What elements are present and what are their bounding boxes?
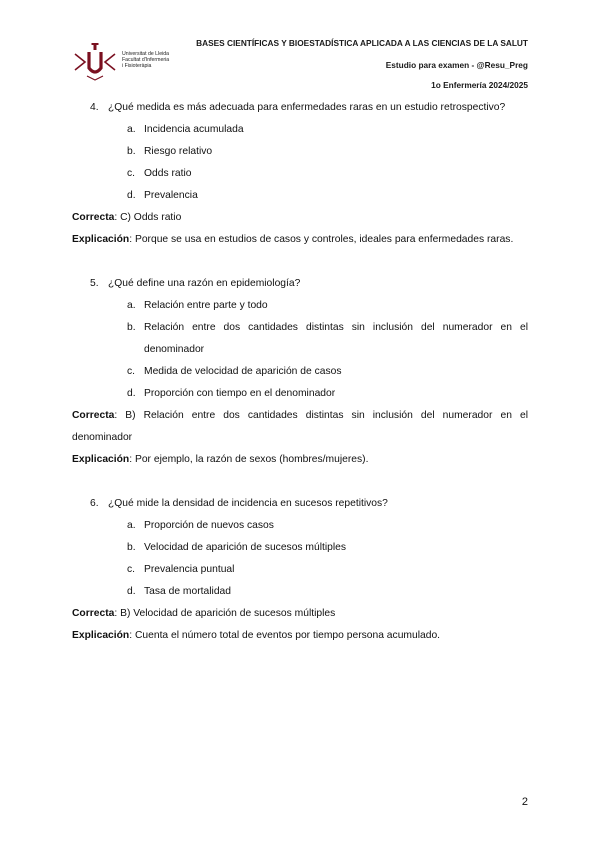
university-crest-icon [72, 42, 118, 82]
option [72, 119, 528, 141]
explanation-text: : Por ejemplo, la razón de sexos (hombres/mujeres). [129, 454, 369, 465]
options-list [72, 515, 528, 603]
option [72, 515, 528, 537]
option-letter: b. [127, 542, 136, 553]
question [72, 273, 528, 295]
correct-answer [72, 603, 528, 625]
logo-text-line-3: i Fisioteràpia [122, 63, 152, 69]
question [72, 97, 528, 119]
question-block [72, 493, 528, 647]
option [72, 361, 528, 383]
explanation [72, 449, 528, 471]
correct-text: : B) Relación entre dos cantidades distintas sin inclusión del numerador en el denominador [72, 410, 528, 443]
explanation-text: : Cuenta el número total de eventos por tiempo persona acumulado. [129, 630, 441, 641]
question-block [72, 273, 528, 471]
explanation-label: Explicación [72, 630, 130, 641]
question-text: ¿Qué define una razón en epidemiología? [108, 278, 301, 289]
option-text: Riesgo relativo [144, 146, 213, 157]
correct-label: Correcta [72, 410, 115, 421]
option-text: Incidencia acumulada [144, 124, 244, 135]
option [72, 317, 528, 361]
option [72, 581, 528, 603]
option-letter: d. [127, 586, 136, 597]
option-text: Relación entre parte y todo [144, 300, 268, 311]
explanation [72, 625, 528, 647]
option-letter: c. [127, 564, 136, 575]
correct-label: Correcta [72, 212, 115, 223]
option [72, 559, 528, 581]
option-letter: a. [127, 520, 136, 531]
option-letter: b. [127, 322, 136, 333]
correct-text: : B) Velocidad de aparición de sucesos múltiples [114, 608, 336, 619]
option-text: Prevalencia puntual [144, 564, 235, 575]
header-course-title: BASES CIENTÍFICAS Y BIOESTADÍSTICA APLICADA A LAS CIENCIAS DE LA SALUT [196, 38, 528, 48]
option-letter: d. [127, 190, 136, 201]
correct-text: : C) Odds ratio [114, 212, 182, 223]
option [72, 383, 528, 405]
logo-text-line-1: Universitat de Lleida [122, 51, 170, 57]
option-letter: d. [127, 388, 136, 399]
option-letter: a. [127, 300, 136, 311]
option-text: Velocidad de aparición de sucesos múltiples [144, 542, 347, 553]
correct-answer [72, 405, 528, 449]
university-logo [72, 42, 182, 82]
option-text: Proporción con tiempo en el denominador [144, 388, 336, 399]
document-body [72, 97, 528, 647]
correct-label: Correcta [72, 608, 115, 619]
option [72, 185, 528, 207]
option-text: Odds ratio [144, 168, 192, 179]
option-letter: a. [127, 124, 136, 135]
logo-text [122, 51, 182, 69]
option-text: Prevalencia [144, 190, 198, 201]
options-list [72, 295, 528, 405]
option-text: Relación entre dos cantidades distintas sin inclusión del numerador en el denominador [144, 322, 528, 355]
question-text: ¿Qué medida es más adecuada para enfermedades raras en un estudio retrospectivo? [108, 102, 506, 113]
header-subtitle: Estudio para examen - @Resu_Preg [385, 60, 528, 70]
option-letter: b. [127, 146, 136, 157]
question-number: 6. [90, 498, 99, 509]
logo-text-line-2: Facultat d'Infermeria [122, 57, 170, 63]
options-list [72, 119, 528, 207]
option [72, 295, 528, 317]
option [72, 537, 528, 559]
question-number: 5. [90, 278, 99, 289]
option-letter: c. [127, 366, 136, 377]
option-text: Proporción de nuevos casos [144, 520, 274, 531]
question [72, 493, 528, 515]
explanation [72, 229, 528, 251]
spacer [72, 251, 528, 273]
page-number: 2 [521, 796, 528, 808]
spacer [72, 471, 528, 493]
option [72, 163, 528, 185]
option-text: Tasa de mortalidad [144, 586, 232, 597]
explanation-label: Explicación [72, 454, 130, 465]
option-text: Medida de velocidad de aparición de casos [144, 366, 342, 377]
question-block [72, 97, 528, 251]
explanation-label: Explicación [72, 234, 130, 245]
option-letter: c. [127, 168, 136, 179]
correct-answer [72, 207, 528, 229]
header-year: 1o Enfermería 2024/2025 [431, 80, 528, 90]
question-number: 4. [90, 102, 99, 113]
option [72, 141, 528, 163]
explanation-text: : Porque se usa en estudios de casos y controles, ideales para enfermedades raras. [129, 234, 514, 245]
question-text: ¿Qué mide la densidad de incidencia en sucesos repetitivos? [108, 498, 388, 509]
